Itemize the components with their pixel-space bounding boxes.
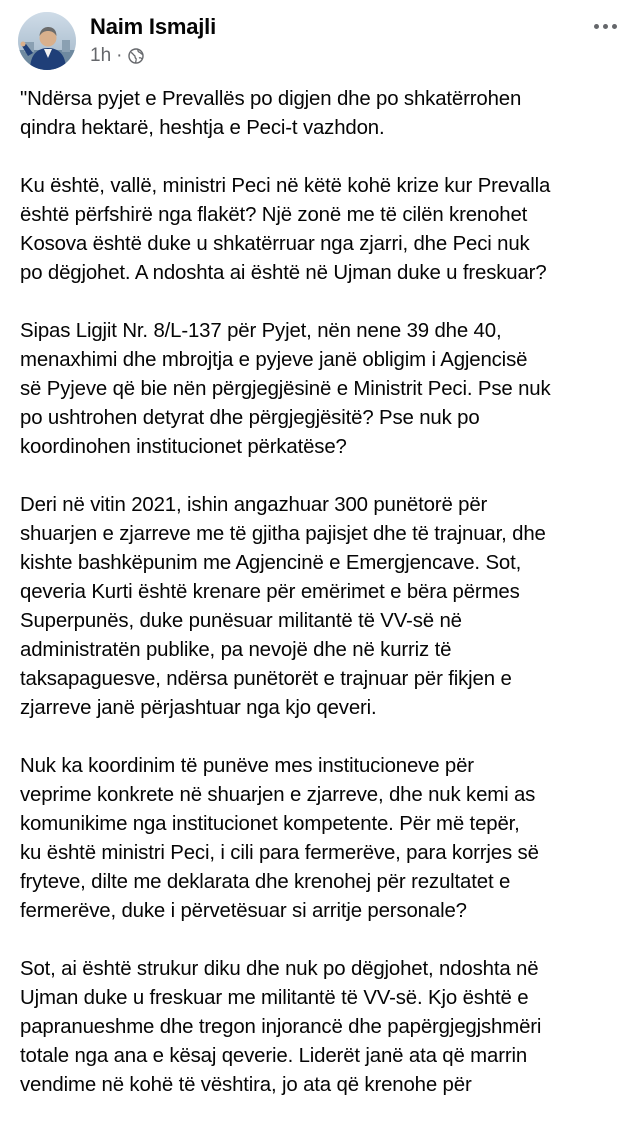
meta-separator: ·: [116, 45, 123, 66]
post-paragraph: [20, 85, 624, 143]
paragraph-line: totale nga ana e kësaj qeverie. Liderët janë ata që marrin: [20, 1045, 528, 1067]
paragraph-line: menaxhimi dhe mbrojtja e pyjeve janë obligim i Agjencisë: [20, 349, 528, 371]
globe-icon: [128, 48, 144, 64]
paragraph-line: taksapaguesve, ndërsa punëtorët e trajnuar për fikjen e: [20, 668, 512, 690]
paragraph-line: qindra hektarë, heshtja e Peci-t vazhdon.: [20, 117, 385, 139]
more-horizontal-icon-dot: [603, 24, 608, 29]
paragraph-line: Nuk ka koordinim të punëve mes institucioneve për: [20, 755, 474, 777]
paragraph-line: Sipas Ligjit Nr. 8/L-137 për Pyjet, nën nene 39 dhe 40,: [20, 320, 502, 342]
post-paragraph: [20, 317, 624, 462]
more-options-button[interactable]: [588, 14, 622, 38]
more-horizontal-icon: [594, 24, 599, 29]
paragraph-line: kishte bashkëpunim me Agjencinë e Emergjencave. Sot,: [20, 552, 522, 574]
paragraph-line: shuarjen e zjarreve me të gjitha pajisjet dhe të trajnuar, dhe: [20, 523, 546, 545]
avatar-photo: [18, 12, 76, 70]
paragraph-line: veprime konkrete në shuarjen e zjarreve, dhe nuk kemi as: [20, 784, 536, 806]
paragraph-line: po ushtrohen detyrat dhe përgjegjësitë? Pse nuk po: [20, 407, 480, 429]
paragraph-line: Ku është, vallë, ministri Peci në këtë kohë krize kur Prevalla: [20, 175, 551, 197]
paragraph-line: së Pyjeve që bie nën përgjegjësinë e Ministrit Peci. Pse nuk: [20, 378, 551, 400]
post-paragraph: [20, 172, 624, 288]
paragraph-line: Sot, ai është strukur diku dhe nuk po dëgjohet, ndoshta në: [20, 958, 539, 980]
post-paragraph: [20, 491, 624, 723]
paragraph-line: Kosova është duke u shkatërruar nga zjarri, dhe Peci nuk: [20, 233, 530, 255]
post-text: [20, 85, 624, 1129]
paragraph-line: papranueshme dhe tregon injorancë dhe papërgjegjshmëri: [20, 1016, 542, 1038]
paragraph-line: administratën publike, pa nevojë dhe në kurriz të: [20, 639, 452, 661]
post-meta: [90, 44, 144, 68]
paragraph-line: fryteve, dilte me deklarata dhe krenohej për rezultatet e: [20, 871, 511, 893]
paragraph-line: Ujman duke u freskuar me militantë të VV-së. Kjo është e: [20, 987, 529, 1009]
paragraph-line: "Ndërsa pyjet e Prevallës po digjen dhe po shkatërrohen: [20, 88, 522, 110]
post-header: [0, 0, 632, 80]
paragraph-line: komunikime nga institucionet kompetente. Për më tepër,: [20, 813, 520, 835]
post-time[interactable]: 1h: [90, 45, 112, 66]
paragraph-line: qeveria Kurti është krenare për emërimet e bëra përmes: [20, 581, 520, 603]
paragraph-line: koordinohen institucionet përkatëse?: [20, 436, 347, 458]
post-paragraph: [20, 955, 624, 1100]
more-horizontal-icon-dot: [612, 24, 617, 29]
paragraph-line: Deri në vitin 2021, ishin angazhuar 300 punëtorë për: [20, 494, 488, 516]
paragraph-line: zjarreve janë përjashtuar nga kjo qeveri.: [20, 697, 377, 719]
paragraph-line: po dëgjohet. A ndoshta ai është në Ujman duke u freskuar?: [20, 262, 547, 284]
paragraph-line: vendime në kohë të vështira, jo ata që krenohe për: [20, 1074, 472, 1096]
avatar[interactable]: [18, 12, 76, 70]
paragraph-line: fermerëve, duke i përvetësuar si arritje personale?: [20, 900, 467, 922]
paragraph-line: është përfshirë nga flakët? Një zonë me të cilën krenohet: [20, 204, 528, 226]
paragraph-line: Superpunës, duke punësuar militantë të VV-së në: [20, 610, 462, 632]
author-name[interactable]: Naim Ismajli: [90, 14, 216, 39]
paragraph-line: ku është ministri Peci, i cili para fermerëve, para korrjes së: [20, 842, 539, 864]
post-paragraph: [20, 752, 624, 926]
